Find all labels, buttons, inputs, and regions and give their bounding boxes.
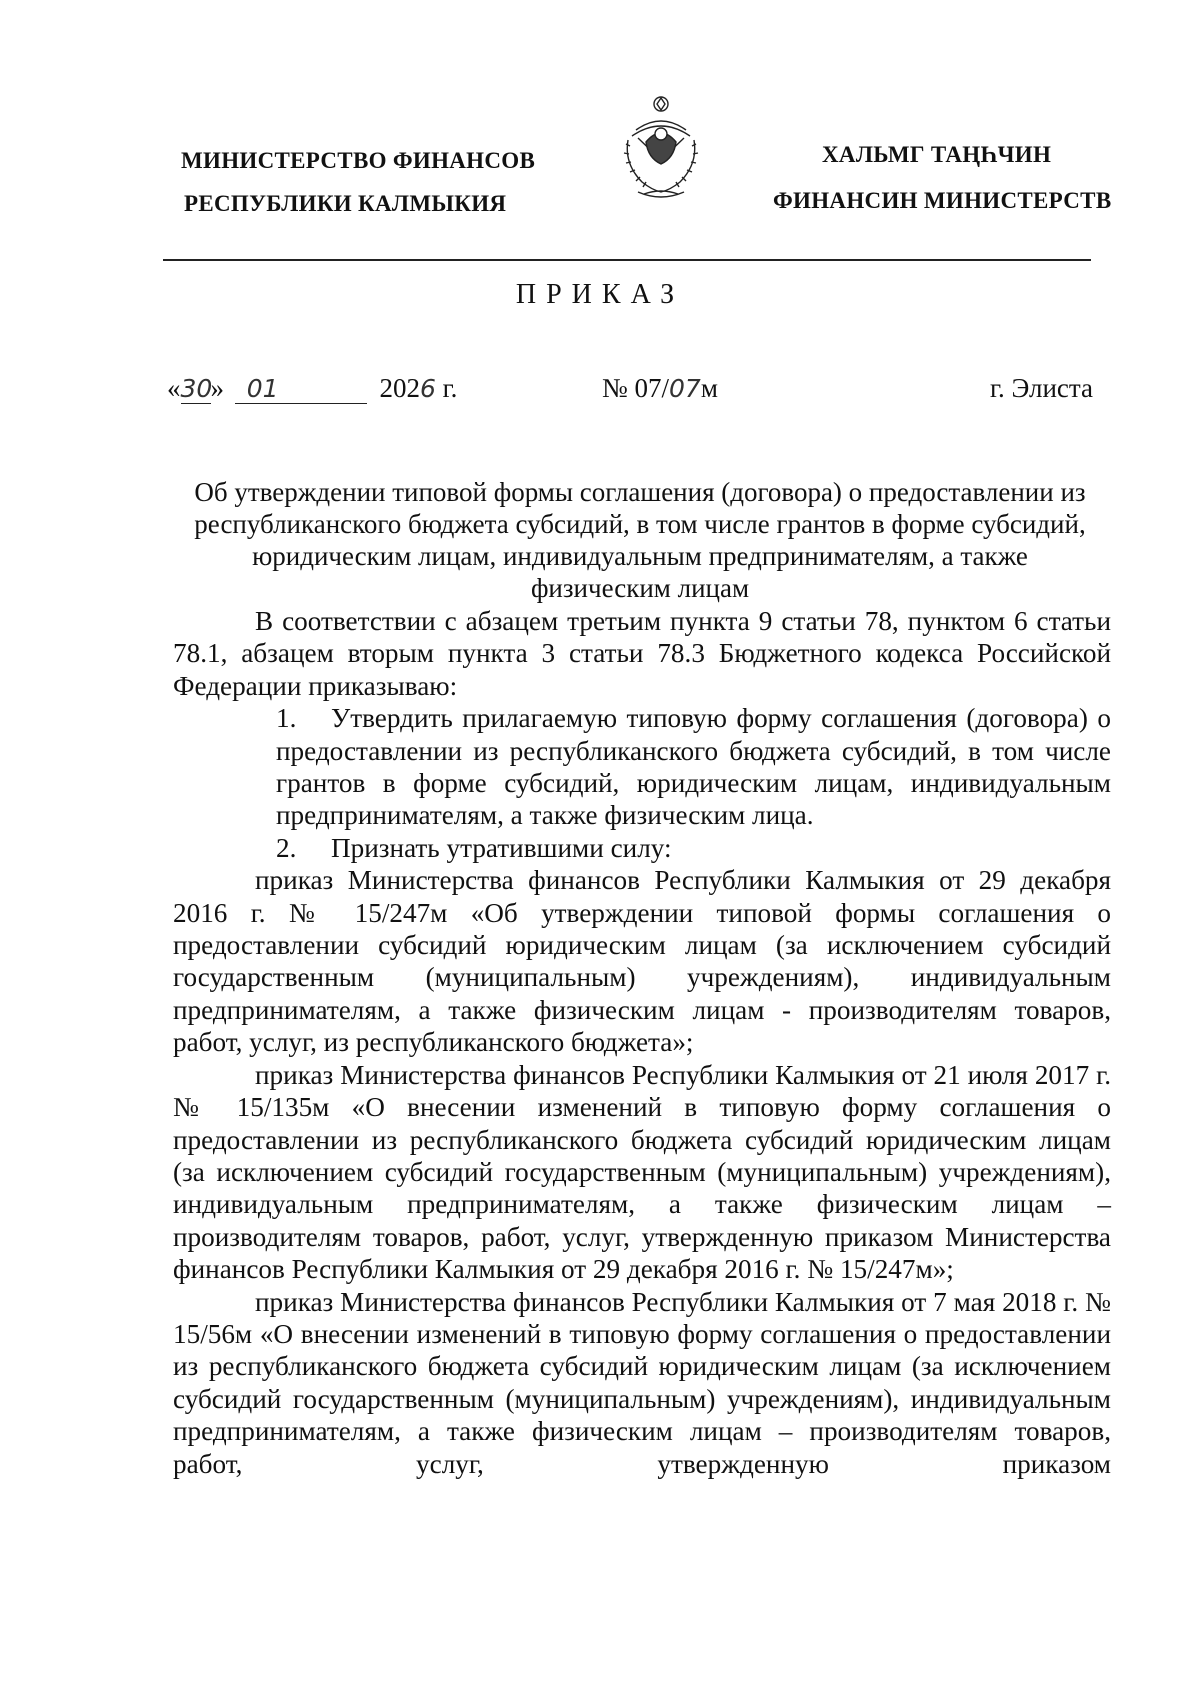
date-month-handwritten: 01 — [235, 374, 367, 404]
order-number — [602, 373, 718, 404]
republic-of-kalmykia-emblem-icon — [616, 94, 706, 204]
date-quote-open: « — [167, 373, 181, 403]
item-text: Утвердить прилагаемую типовую форму соглашения (договора) о предоставлении из республиканского бюджета субсидий, в том числе грантов в форме субсидий, юридическим лицам, индивидуальным предпринимателям, а также физическим лица. — [276, 703, 1111, 831]
revoked-order-1: приказ Министерства финансов Республики Калмыкия от 29 декабря 2016 г. № 15/247м «Об утверждении типовой формы соглашения о предоставлении субсидий юридическим лицам (за исключением субсидий государственным (муниципальным) учреждениям), индивидуальным предпринимателям, а также физическим лицам - производителям товаров, работ, услуг, из республиканского бюджета»; — [173, 865, 1111, 1058]
header-right-line2: ФИНАНСИН МИНИСТЕРСТВ — [773, 188, 1112, 213]
subject-line: республиканского бюджета субсидий, в том числе грантов в форме субсидий, — [194, 509, 1086, 539]
date-quote-close: » — [210, 373, 224, 403]
header-divider — [163, 259, 1091, 261]
date-year-suffix: г. — [435, 373, 458, 403]
date-year-prefix: 202 — [379, 373, 420, 403]
item-2-paragraph — [173, 832, 1111, 864]
number-prefix: № 07/ — [602, 373, 670, 403]
order-subject — [170, 476, 1110, 604]
document-type-title: ПРИКАЗ — [515, 279, 685, 310]
date-year-handwritten: 6 — [420, 374, 436, 403]
item-text: Признать утратившими силу: — [331, 832, 672, 863]
order-body — [173, 605, 1111, 1480]
subject-line: юридическим лицам, индивидуальным предпринимателям, а также — [252, 541, 1028, 571]
item-number: 2. — [276, 832, 297, 863]
header-left-line2: РЕСПУБЛИКИ КАЛМЫКИЯ — [184, 191, 507, 216]
subject-line: физическим лицам — [530, 573, 750, 603]
order-city: г. Элиста — [990, 373, 1094, 403]
number-suffix: м — [700, 373, 718, 403]
item-1-paragraph — [173, 702, 1111, 832]
revoked-order-2: приказ Министерства финансов Республики Калмыкия от 21 июля 2017 г. № 15/135м «О внесении изменений в типовую форму соглашения о предоставлении из республиканского бюджета субсидий юридическим лицам (за исключением субсидий государственным (муниципальным) учреждениям), индивидуальным предпринимателям, а также физическим лицам – производителям товаров, работ, услуг, утвержденную приказом Министерства финансов Республики Калмыкия от 29 декабря 2016 г. № 15/247м»; — [173, 1059, 1111, 1285]
order-date — [167, 373, 457, 404]
subject-line: Об утверждении типовой формы соглашения (договора) о предоставлении из — [194, 477, 1086, 507]
revoked-order-3: приказ Министерства финансов Республики Калмыкия от 7 мая 2018 г. № 15/56м «О внесении изменений в типовую форму соглашения о предоставлении из республиканского бюджета субсидий юридическим лицам (за исключением субсидий государственным (муниципальным) учреждениям), индивидуальным предпринимателям, а также физическим лицам – производителям товаров, работ, услуг, утвержденную приказом — [173, 1286, 1111, 1479]
preamble-paragraph: В соответствии с абзацем третьим пункта 9 статьи 78, пунктом 6 статьи 78.1, абзацем вторым пункта 3 статьи 78.3 Бюджетного кодекса Российской Федерации приказываю: — [173, 606, 1111, 701]
header-right-line1: ХАЛЬМГ ТАҢҺЧИН — [822, 142, 1052, 167]
date-day-handwritten: 30 — [180, 374, 213, 403]
number-handwritten: 07 — [669, 374, 701, 403]
item-number: 1. — [276, 703, 297, 734]
header-left-line1: МИНИСТЕРСТВО ФИНАНСОВ — [181, 148, 536, 173]
